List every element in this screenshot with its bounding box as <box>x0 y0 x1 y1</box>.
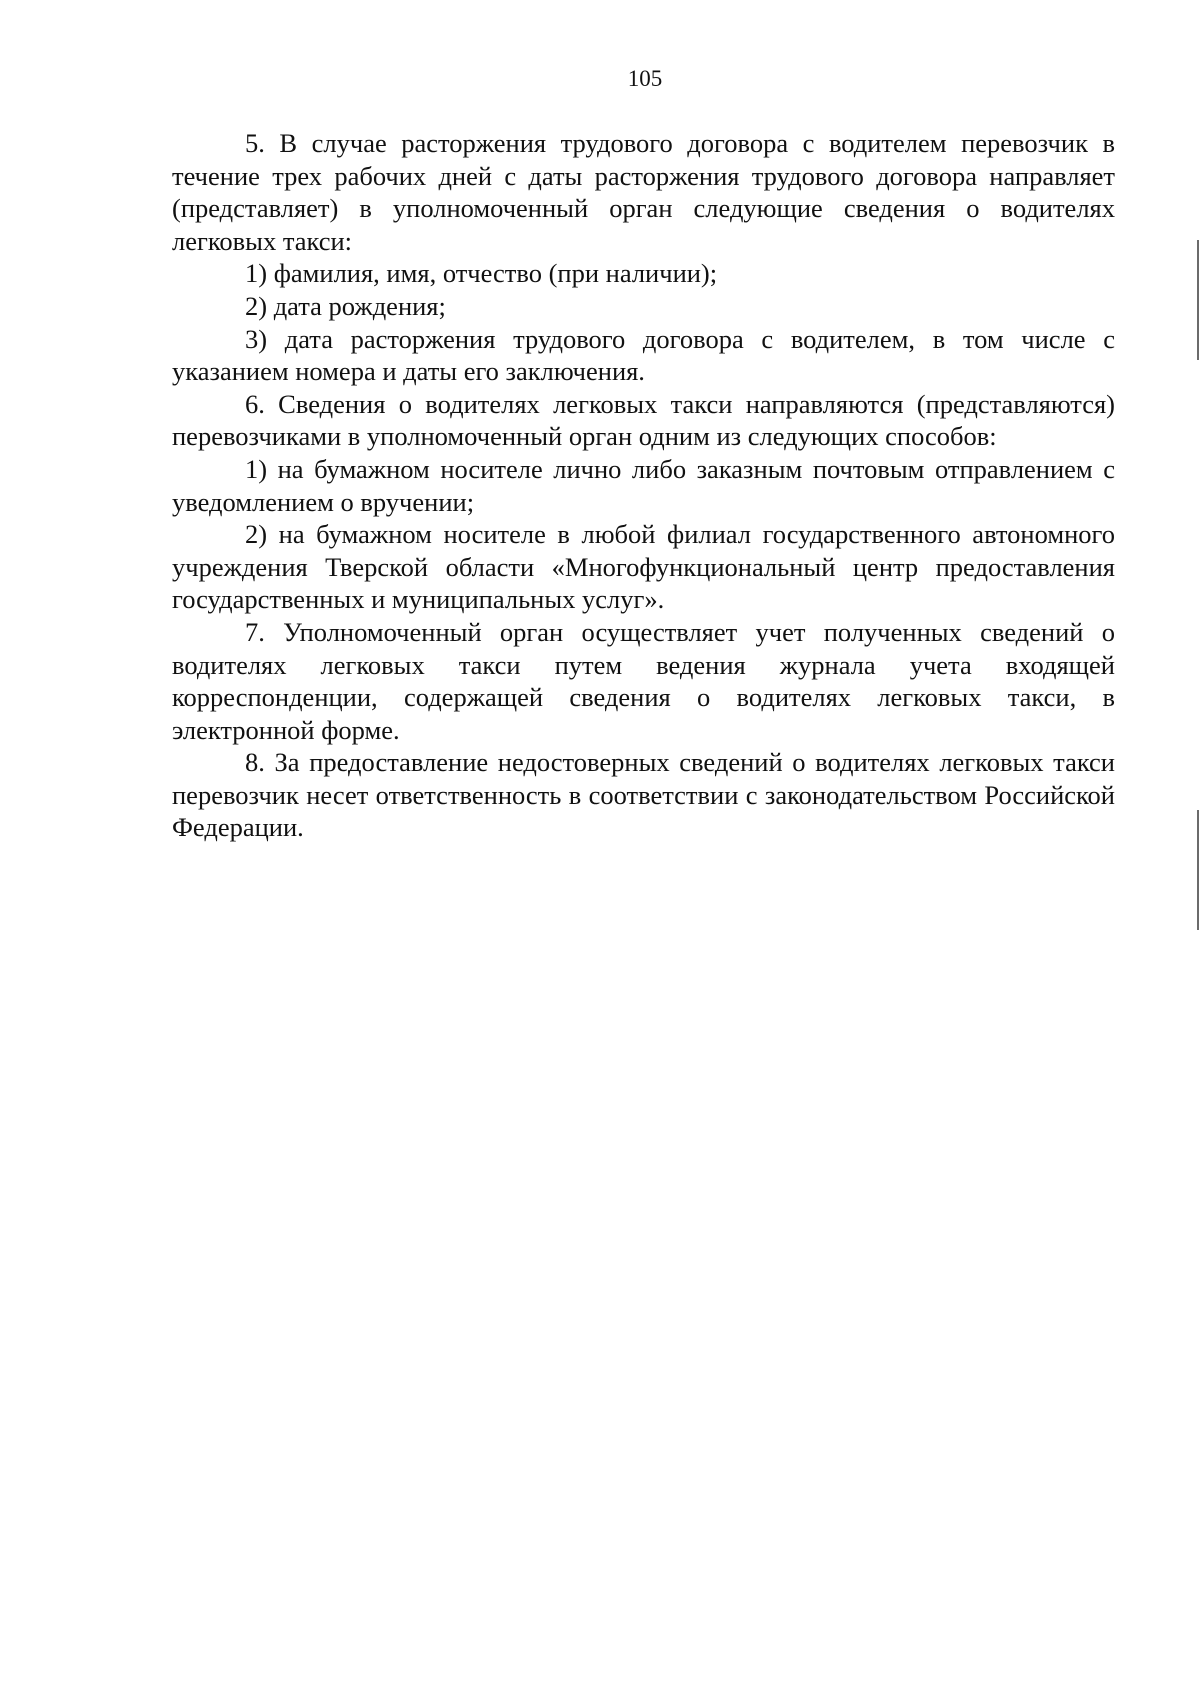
paragraph-5-item-3: 3) дата расторжения трудового договора с водителем, в том числе с указанием номера и даты его заключения. <box>172 323 1115 387</box>
paragraph-6: 6. Сведения о водителях легковых такси направляются (представляются) перевозчиками в уполномоченный орган одним из следующих способов: <box>172 388 1115 452</box>
paragraph-6-item-1: 1) на бумажном носителе лично либо заказным почтовым отправлением с уведомлением о вручении; <box>172 453 1115 517</box>
paragraph-7: 7. Уполномоченный орган осуществляет учет полученных сведений о водителях легковых такси путем ведения журнала учета входящей корреспонденции, содержащей сведения о водителях легковых такси, в электронной форме. <box>172 616 1115 745</box>
paragraph-5-item-1: 1) фамилия, имя, отчество (при наличии); <box>245 258 718 289</box>
page-number: 105 <box>627 66 663 91</box>
paragraph-5: 5. В случае расторжения трудового договора с водителем перевозчик в течение трех рабочих дней с даты расторжения трудового договора направляет (представляет) в уполномоченный орган следующие сведения о водителях легковых такси: <box>172 128 1115 256</box>
paragraph-8: 8. За предоставление недостоверных сведений о водителях легковых такси перевозчик несет ответственность в соответствии с законодательством Российской Федерации. <box>172 747 1115 843</box>
paragraph-5-item-2: 2) дата рождения; <box>245 290 446 321</box>
document-body <box>172 127 1115 844</box>
scan-edge-mark <box>1197 240 1199 360</box>
scan-edge-mark <box>1197 810 1199 930</box>
paragraph-6-item-2: 2) на бумажном носителе в любой филиал государственного автономного учреждения Тверской области «Многофункциональный центр предоставления государственных и муниципальных услуг». <box>172 519 1115 615</box>
